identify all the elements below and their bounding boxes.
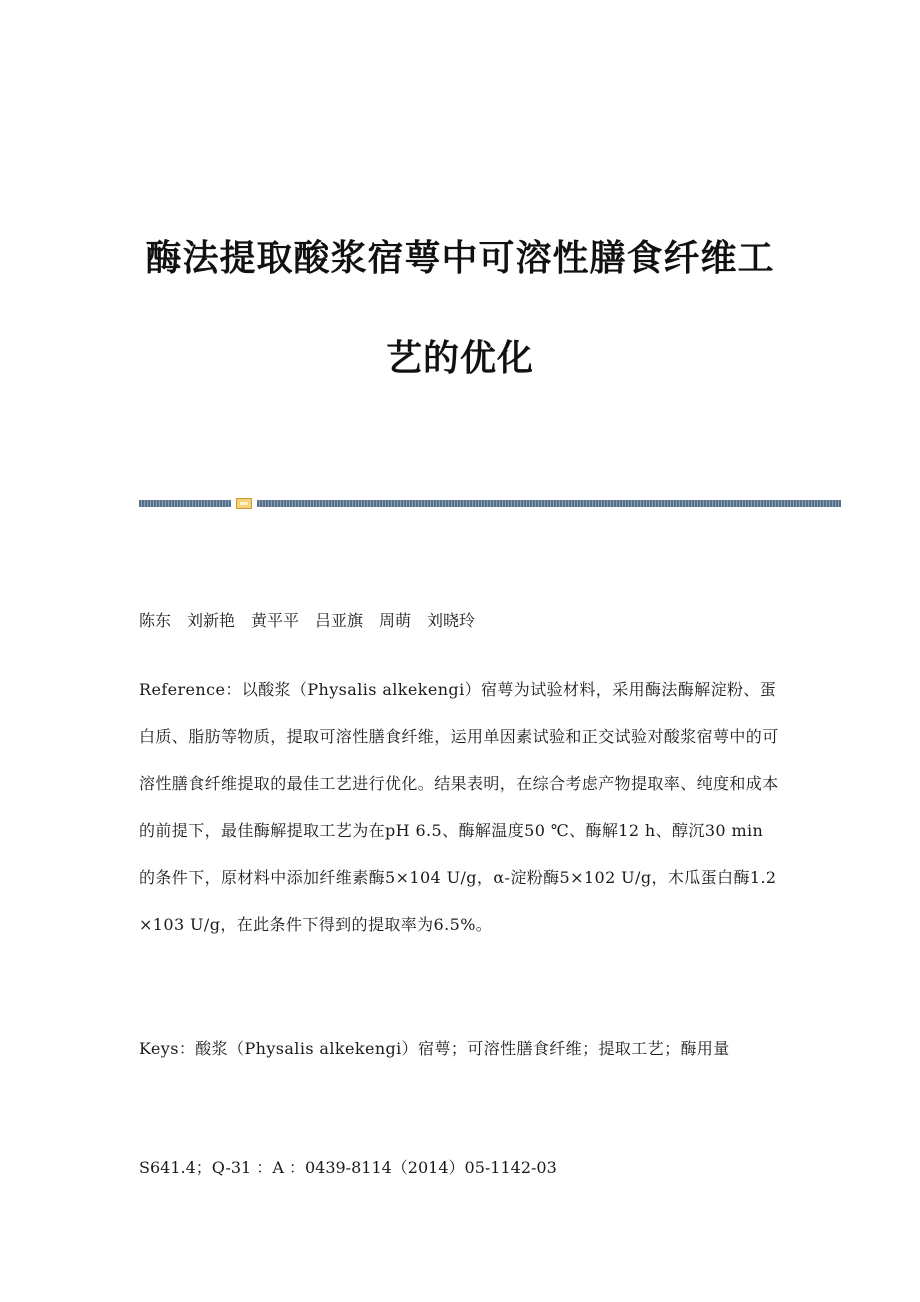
classification-line: S641.4；Q-31 ：A ：0439-8114（2014）05-1142-03: [139, 1158, 557, 1177]
divider-left-segment: [139, 500, 231, 507]
paper-title-line-2: 艺的优化: [385, 338, 534, 379]
keywords-paragraph: Keys：酸浆（Physalis alkekengi）宿萼；可溶性膳食纤维；提取工艺；酶用量: [139, 1039, 730, 1058]
divider-badge-icon: [236, 498, 252, 509]
decorative-divider: [139, 498, 841, 508]
paper-title-line-1: 酶法提取酸浆宿萼中可溶性膳食纤维工: [145, 238, 775, 279]
abstract-paragraph: Reference：以酸浆（Physalis alkekengi）宿萼为试验材料，采用酶法酶解淀粉、蛋白质、脂肪等物质，提取可溶性膳食纤维，运用单因素试验和正交试验对酸浆宿萼中的可溶性膳食纤维提取的最佳工艺进行优化。结果表明，在综合考虑产物提取率、纯度和成本的前提下，最佳酶解提取工艺为在pH 6.5、酶解温度50 ℃、酶解12 h、醇沉30 min的条件下，原材料中添加纤维素酶5×104 U/g，α-淀粉酶5×102 U/g，木瓜蛋白酶1.2×103 U/g，在此条件下得到的提取率为6.5%。: [139, 680, 779, 934]
author-list: 陈东 刘新艳 黄平平 吕亚旗 周萌 刘晓玲: [139, 611, 476, 630]
divider-right-segment: [257, 500, 841, 507]
